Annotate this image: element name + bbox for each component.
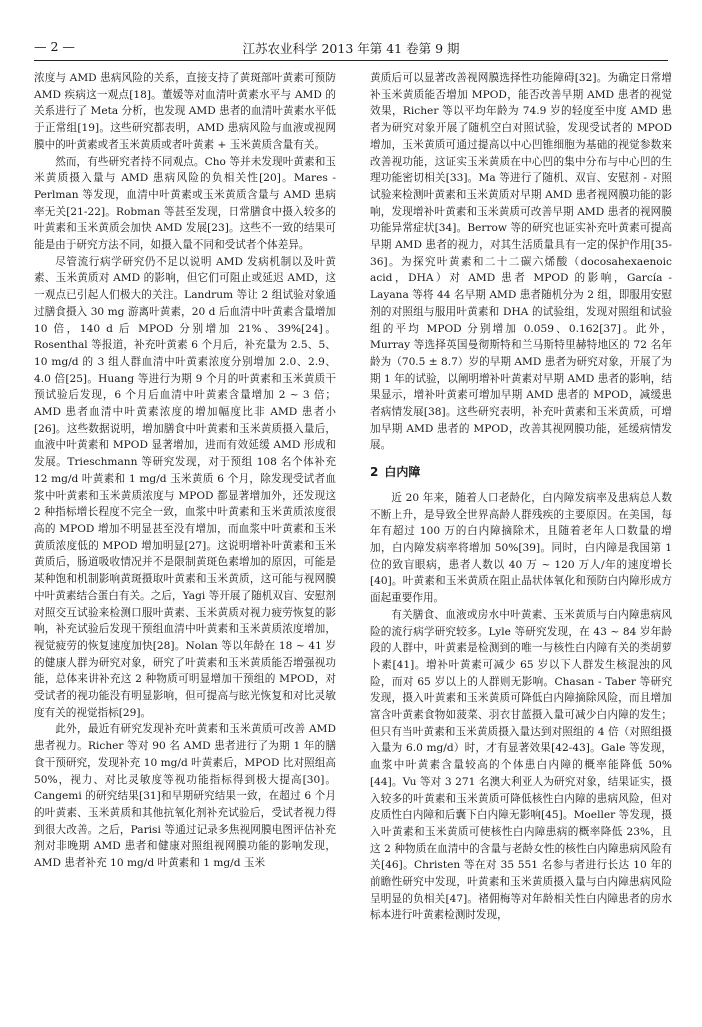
running-header bbox=[34, 36, 668, 61]
paragraph: 此外，最近有研究发现补充叶黄素和玉米黄质可改善 AMD 患者视力。Richer 等对 90 名 AMD 患者进行了为期 1 年的膳食干预研究，发现补充 10 mg/d 叶黄素后，MPOD 比对照组高 50%，视力、对比灵敏度等视功能指标得到极大提高[30]。Cangemi 的研究结果[31]和早期研究结果一致，在超过 6 个月的叶黄素、玉米黄质和其他抗氧化剂补充试验后，受试者视力得到很大改善。之后，Parisi 等通过记录多焦视网膜电图评估补充剂对非晚期 AMD 患者和健康对照组视网膜功能的影响发现，AMD 患者补充 10 mg/d 叶黄素和 1 mg/d 玉米 bbox=[34, 723, 336, 870]
paragraph: 黄质后可以显著改善视网膜选择性功能障碍[32]。为确定日常增补玉米黄质能否增加 MPOD，能否改善早期 AMD 患者的视觉效果，Richer 等以平均年龄为 74.9 岁的轻度至中度 AMD 患者为研究对象开展了随机空白对照试验，发现受试者的 MPOD 增加，玉米黄质可通过提高以中心凹锥细胞为基础的视觉参数来改善视功能，这证实玉米黄质在中心凹的集中分布与中心凹的生理功能密切相关[33]。Ma 等进行了随机、双盲、安慰剂 - 对照试验来检测叶黄素和玉米黄质对早期 AMD 患者视网膜功能的影响，发现增补叶黄素和玉米黄质可改善早期 AMD 患者的视网膜功能异常症状[34]。Berrow 等的研究也证实补充叶黄素可提高早期 AMD 患者的视力，对其生活质量具有一定的保护作用[35-36]。为探究叶黄素和二十二碳六烯酸（docosahexaenoic acid，DHA）对 AMD 患者 MPOD 的影响，García - Layana 等将 44 名早期 AMD 患者随机分为 2 组，即服用安慰剂的对照组与服用叶黄素和 DHA 的试验组，发现对照组和试验组的平均 MPOD 分别增加 0.059、0.162[37]。此外，Murray 等选择英国曼彻斯特和兰马斯特里赫特地区的 72 名年龄为（70.5 ± 8.7）岁的早期 AMD 患者为研究对象，开展了为期 1 年的试验，以阐明增补叶黄素对早期 AMD 患者的影响，结果显示，增补叶黄素可增加早期 AMD 患者的 MPOD，减缓患者病情发展[38]。这些研究表明，补充叶黄素和玉米黄质，可增加早期 AMD 患者的 MPOD，改善其视网膜功能，延缓病情发展。 bbox=[370, 72, 672, 452]
paragraph: 近 20 年来，随着人口老龄化，白内障发病率及患病总人数不断上升，是导致全世界高龄人群残疾的主要原因。在美国，每年有超过 100 万的白内障摘除术，且随着老年人口数量的增加，白内障发病率将增加 50%[39]。同时，白内障是我国第 1 位的致盲眼病，患者人数以 40 万 ~ 120 万人/年的速度增长[40]。叶黄素和玉米黄质在阻止晶状体氧化和预防白内障形成方面起重要作用。 bbox=[370, 491, 672, 605]
journal-title: 江苏农业科学 2013 年第 41 卷第 9 期 bbox=[242, 41, 460, 56]
paragraph: 尽管流行病学研究仍不足以说明 AMD 发病机制以及叶黄素、玉米黄质对 AMD 的影响，但它们可阻止或延迟 AMD，这一观点已引起人们极大的关注。Landrum 等让 2 组试验对象通过膳食摄入 30 mg 游离叶黄素，20 d 后血清中叶黄素含量增加 10 倍，140 d 后 MPOD 分别增加 21%、39%[24]。Rosenthal 等报道，补充叶黄素 6 个月后，补充量为 2.5、5、10 mg/d 的 3 组人群血清中叶黄素浓度分别增加 2.0、2.9、4.0 倍[25]。Huang 等进行为期 9 个月的叶黄素和玉米黄质干预试验后发现，6 个月后血清中叶黄素含量增加 2 ~ 3 倍；AMD 患者血清中叶黄素浓度的增加幅度比非 AMD 患者小[26]。这些数据说明，增加膳食中叶黄素和玉米黄质摄入量后，血液中叶黄素和 MPOD 显著增加，进而有效延缓 AMD 形成和发展。Trieschmann 等研究发现，对于预组 108 名个体补充 12 mg/d 叶黄素和 1 mg/d 玉米黄质 6 个月，除发现受试者血浆中叶黄素和玉米黄质浓度与 MPOD 都显著增加外，还发现这 2 种指标增长程度不完全一致，血浆中叶黄素和玉米黄质浓度很高的 MPOD 增加不明显甚至没有增加，而血浆中叶黄素和玉米黄质浓度低的 MPOD 增加明显[27]。这说明增补叶黄素和玉米黄质后，肠道吸收情况并不是限制黄斑色素增加的原因，可能是某种饱和机制影响黄斑摄取叶黄素和玉米黄质，这可能与视网膜中叶黄素结合蛋白有关。之后，Yagi 等开展了随机双盲、安慰剂对照交互试验来检测口服叶黄素、玉米黄质对视力疲劳恢复的影响，补充试验后发现干预组血清中叶黄素和玉米黄质浓度增加，视觉疲劳的恢复速度加快[28]。Nolan 等以年龄在 18 ~ 41 岁的健康人群为研究对象，研究了叶黄素和玉米黄质能否增强视功能，总体来讲补充这 2 种物质可明显增加干预组的 MPOD，对受试者的视功能没有明显影响，但可提高与眩光恢复和对比灵敏度有关的视觉指标[29]。 bbox=[34, 255, 336, 719]
section-heading bbox=[370, 464, 672, 481]
paragraph: 有关膳食、血液或房水中叶黄素、玉米黄质与白内障患病风险的流行病学研究较多。Lyle 等研究发现，在 43 ~ 84 岁年龄段的人群中，叶黄素是检测到的唯一与核性白内障有关的类胡萝卜素[41]。增补叶黄素可减少 65 岁以下人群发生核混浊的风险，而对 65 岁以上的人群则无影响。Chasan - Taber 等研究发现，摄入叶黄素和玉米黄质可降低白内障摘除风险，而且增加富含叶黄素食物如菠菜、羽衣甘蓝摄入量可减少白内障的发生；但只有当叶黄素和玉米黄质摄入量达到对照组的 4 倍（对照组摄入量为 6.0 mg/d）时，才有显著效果[42-43]。Gale 等发现，血浆中叶黄素含量较高的个体患白内障的概率能降低 50%[44]。Vu 等对 3 271 名澳大利亚人为研究对象，结果证实，摄入较多的叶黄素和玉米黄质可降低核性白内障的患病风险，但对皮质性白内障和后囊下白内障无影响[45]。Moeller 等发现，摄入叶黄素和玉米黄质可使核性白内障患病的概率降低 23%，且这 2 种物质在血清中的含量与老龄女性的核性白内障患病风险有关[46]。Christen 等在对 35 551 名参与者进行长达 10 年的前瞻性研究中发现，叶黄素和玉米黄质摄入量与白内障患病风险呈明显的负相关[47]。褚佣梅等对年龄相关性白内障患者的房水标本进行叶黄素检测时发现， bbox=[370, 608, 672, 922]
section-title: 白内障 bbox=[384, 465, 421, 480]
page-number: — 2 — bbox=[34, 39, 75, 54]
section-number: 2 bbox=[370, 465, 379, 480]
right-column bbox=[370, 70, 672, 1020]
paragraph: 然而，有些研究者持不同观点。Cho 等并未发现叶黄素和玉米黄质摄入量与 AMD 患病风险的负相关性[20]。Mares - Perlman 等发现，血清中叶黄素或玉米黄质含量与 AMD 患病率无关[21-22]。Robman 等甚至发现，日常膳食中摄入较多的叶黄素和玉米黄质会加快 AMD 发展[23]。这些不一致的结果可能是由于研究方法不同，如摄入量不同和受试者个体差异。 bbox=[34, 155, 336, 252]
paragraph: 浓度与 AMD 患病风险的关系，直接支持了黄斑部叶黄素可预防 AMD 疾病这一观点[18]。董媛等对血清叶黄素水平与 AMD 的关系进行了 Meta 分析，也发现 AMD 患者的血清叶黄素水平低于正常组[19]。这些研究都表明，AMD 患病风险与血液或视网膜中的叶黄素或者玉米黄质或者叶黄素 + 玉米黄质含量有关。 bbox=[34, 72, 336, 151]
left-column bbox=[34, 70, 336, 1020]
